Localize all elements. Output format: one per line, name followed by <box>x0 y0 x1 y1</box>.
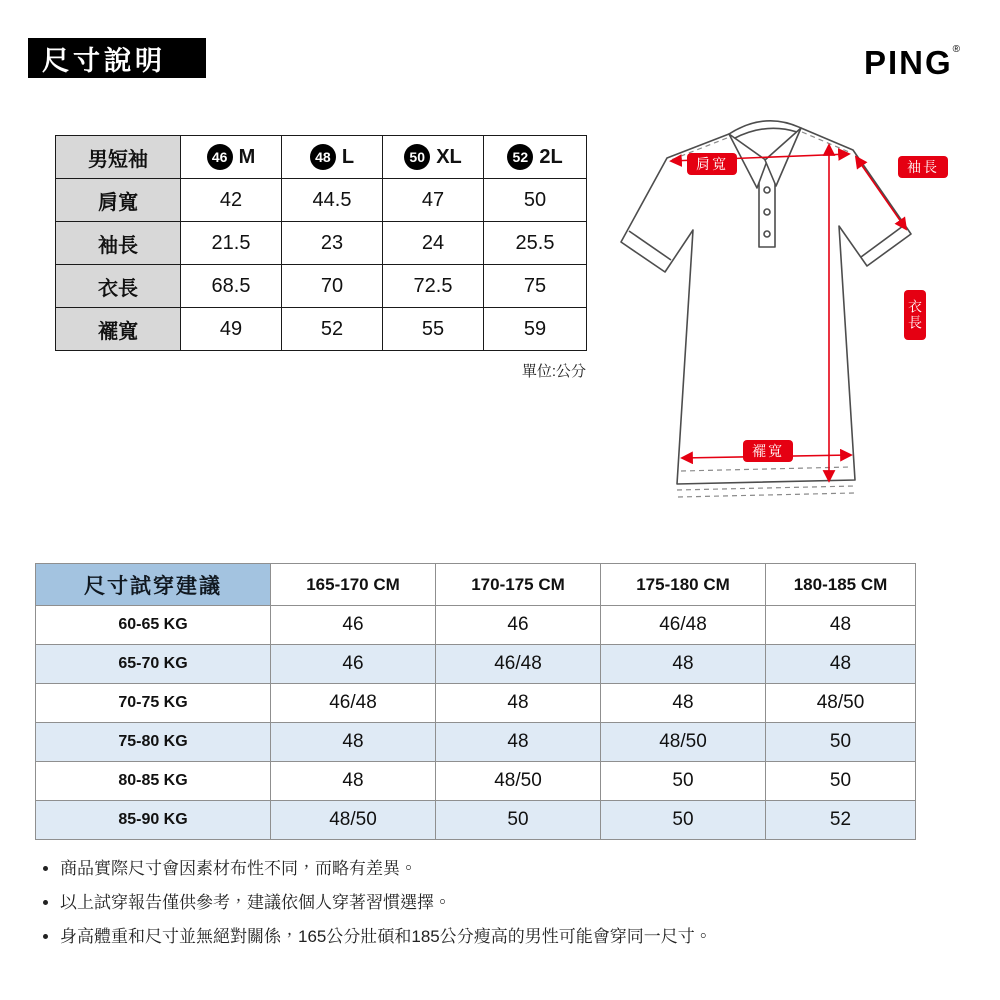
recommended-size: 52 <box>766 801 916 840</box>
recommended-size: 48/50 <box>271 801 436 840</box>
recommended-size: 50 <box>601 801 766 840</box>
recommended-size: 46 <box>271 606 436 645</box>
weight-row-label: 70-75 KG <box>36 684 271 723</box>
weight-row-label: 80-85 KG <box>36 762 271 801</box>
recommended-size: 48/50 <box>601 723 766 762</box>
size-column-header <box>484 136 587 179</box>
measure-row-label: 袖長 <box>56 222 181 265</box>
fit-table-row <box>36 801 916 840</box>
recommended-size: 46/48 <box>436 645 601 684</box>
size-letter: M <box>238 145 256 168</box>
brand-text: PING <box>863 44 953 81</box>
measure-value: 21.5 <box>181 222 282 265</box>
measure-value: 52 <box>282 308 383 351</box>
height-column-header: 165-170 CM <box>271 564 436 606</box>
shirt-outline <box>621 121 911 484</box>
size-number-badge: 48 <box>310 144 336 170</box>
size-table-corner: 男短袖 <box>56 136 181 179</box>
height-column-header: 180-185 CM <box>766 564 916 606</box>
measure-value: 55 <box>383 308 484 351</box>
size-table-header-row <box>56 136 587 179</box>
recommended-size: 50 <box>766 762 916 801</box>
note-item: • 身高體重和尺寸並無絕對關係，165公分壯碩和185公分瘦高的男性可能會穿同一尺寸。 <box>60 920 970 954</box>
measure-value: 24 <box>383 222 484 265</box>
recommended-size: 46 <box>271 645 436 684</box>
recommended-size: 48/50 <box>436 762 601 801</box>
size-column-header <box>282 136 383 179</box>
measure-value: 72.5 <box>383 265 484 308</box>
recommended-size: 48 <box>436 684 601 723</box>
shoulder-width-label: 肩寬 <box>687 153 737 175</box>
size-column-header <box>383 136 484 179</box>
fit-table-row <box>36 762 916 801</box>
recommended-size: 50 <box>601 762 766 801</box>
size-table-row <box>56 179 587 222</box>
size-table-row <box>56 265 587 308</box>
measure-row-label: 肩寬 <box>56 179 181 222</box>
weight-row-label: 60-65 KG <box>36 606 271 645</box>
body-length-label: 衣長 <box>904 290 926 340</box>
measure-value: 59 <box>484 308 587 351</box>
measure-value: 42 <box>181 179 282 222</box>
recommended-size: 48 <box>271 723 436 762</box>
measure-value: 75 <box>484 265 587 308</box>
page-title: 尺寸說明 <box>28 38 206 78</box>
notes-list <box>60 852 970 954</box>
brand-logo <box>864 44 962 82</box>
note-item: • 以上試穿報告僅供參考，建議依個人穿著習慣選擇。 <box>60 886 970 920</box>
unit-note: 單位:公分 <box>521 363 586 380</box>
recommended-size: 46/48 <box>271 684 436 723</box>
size-number-badge: 50 <box>404 144 430 170</box>
recommended-size: 50 <box>766 723 916 762</box>
fit-table-header-row <box>36 564 916 606</box>
size-letter: 2L <box>539 145 563 168</box>
height-column-header: 175-180 CM <box>601 564 766 606</box>
recommended-size: 48/50 <box>766 684 916 723</box>
fit-table-row <box>36 723 916 762</box>
measure-row-label: 襬寬 <box>56 308 181 351</box>
measure-value: 70 <box>282 265 383 308</box>
weight-row-label: 75-80 KG <box>36 723 271 762</box>
measure-value: 50 <box>484 179 587 222</box>
sleeve-length-label: 袖長 <box>898 156 948 178</box>
size-column-header <box>181 136 282 179</box>
polo-shirt-diagram <box>605 98 955 518</box>
weight-row-label: 85-90 KG <box>36 801 271 840</box>
recommended-size: 46/48 <box>601 606 766 645</box>
registered-mark: ® <box>952 44 962 55</box>
measure-value: 23 <box>282 222 383 265</box>
hem-width-label: 襬寬 <box>743 440 793 462</box>
measure-value: 49 <box>181 308 282 351</box>
size-number-badge: 46 <box>207 144 233 170</box>
weight-row-label: 65-70 KG <box>36 645 271 684</box>
size-letter: XL <box>436 145 462 168</box>
measure-value: 47 <box>383 179 484 222</box>
fit-table-row <box>36 606 916 645</box>
size-letter: L <box>341 145 355 168</box>
measure-value: 68.5 <box>181 265 282 308</box>
size-number-badge: 52 <box>507 144 533 170</box>
recommended-size: 48 <box>601 684 766 723</box>
size-table-row <box>56 222 587 265</box>
recommended-size: 48 <box>601 645 766 684</box>
measure-value: 44.5 <box>282 179 383 222</box>
recommended-size: 48 <box>436 723 601 762</box>
recommended-size: 48 <box>766 645 916 684</box>
recommended-size: 50 <box>436 801 601 840</box>
fit-table-row <box>36 684 916 723</box>
note-item: • 商品實際尺寸會因素材布性不同，而略有差異。 <box>60 852 970 886</box>
fit-table-row <box>36 645 916 684</box>
measure-value: 25.5 <box>484 222 587 265</box>
fit-table-corner: 尺寸試穿建議 <box>36 564 271 606</box>
height-column-header: 170-175 CM <box>436 564 601 606</box>
fit-recommendation-table <box>35 563 916 840</box>
recommended-size: 48 <box>766 606 916 645</box>
size-table-row <box>56 308 587 351</box>
measure-row-label: 衣長 <box>56 265 181 308</box>
size-spec-table <box>55 135 587 351</box>
recommended-size: 48 <box>271 762 436 801</box>
recommended-size: 46 <box>436 606 601 645</box>
